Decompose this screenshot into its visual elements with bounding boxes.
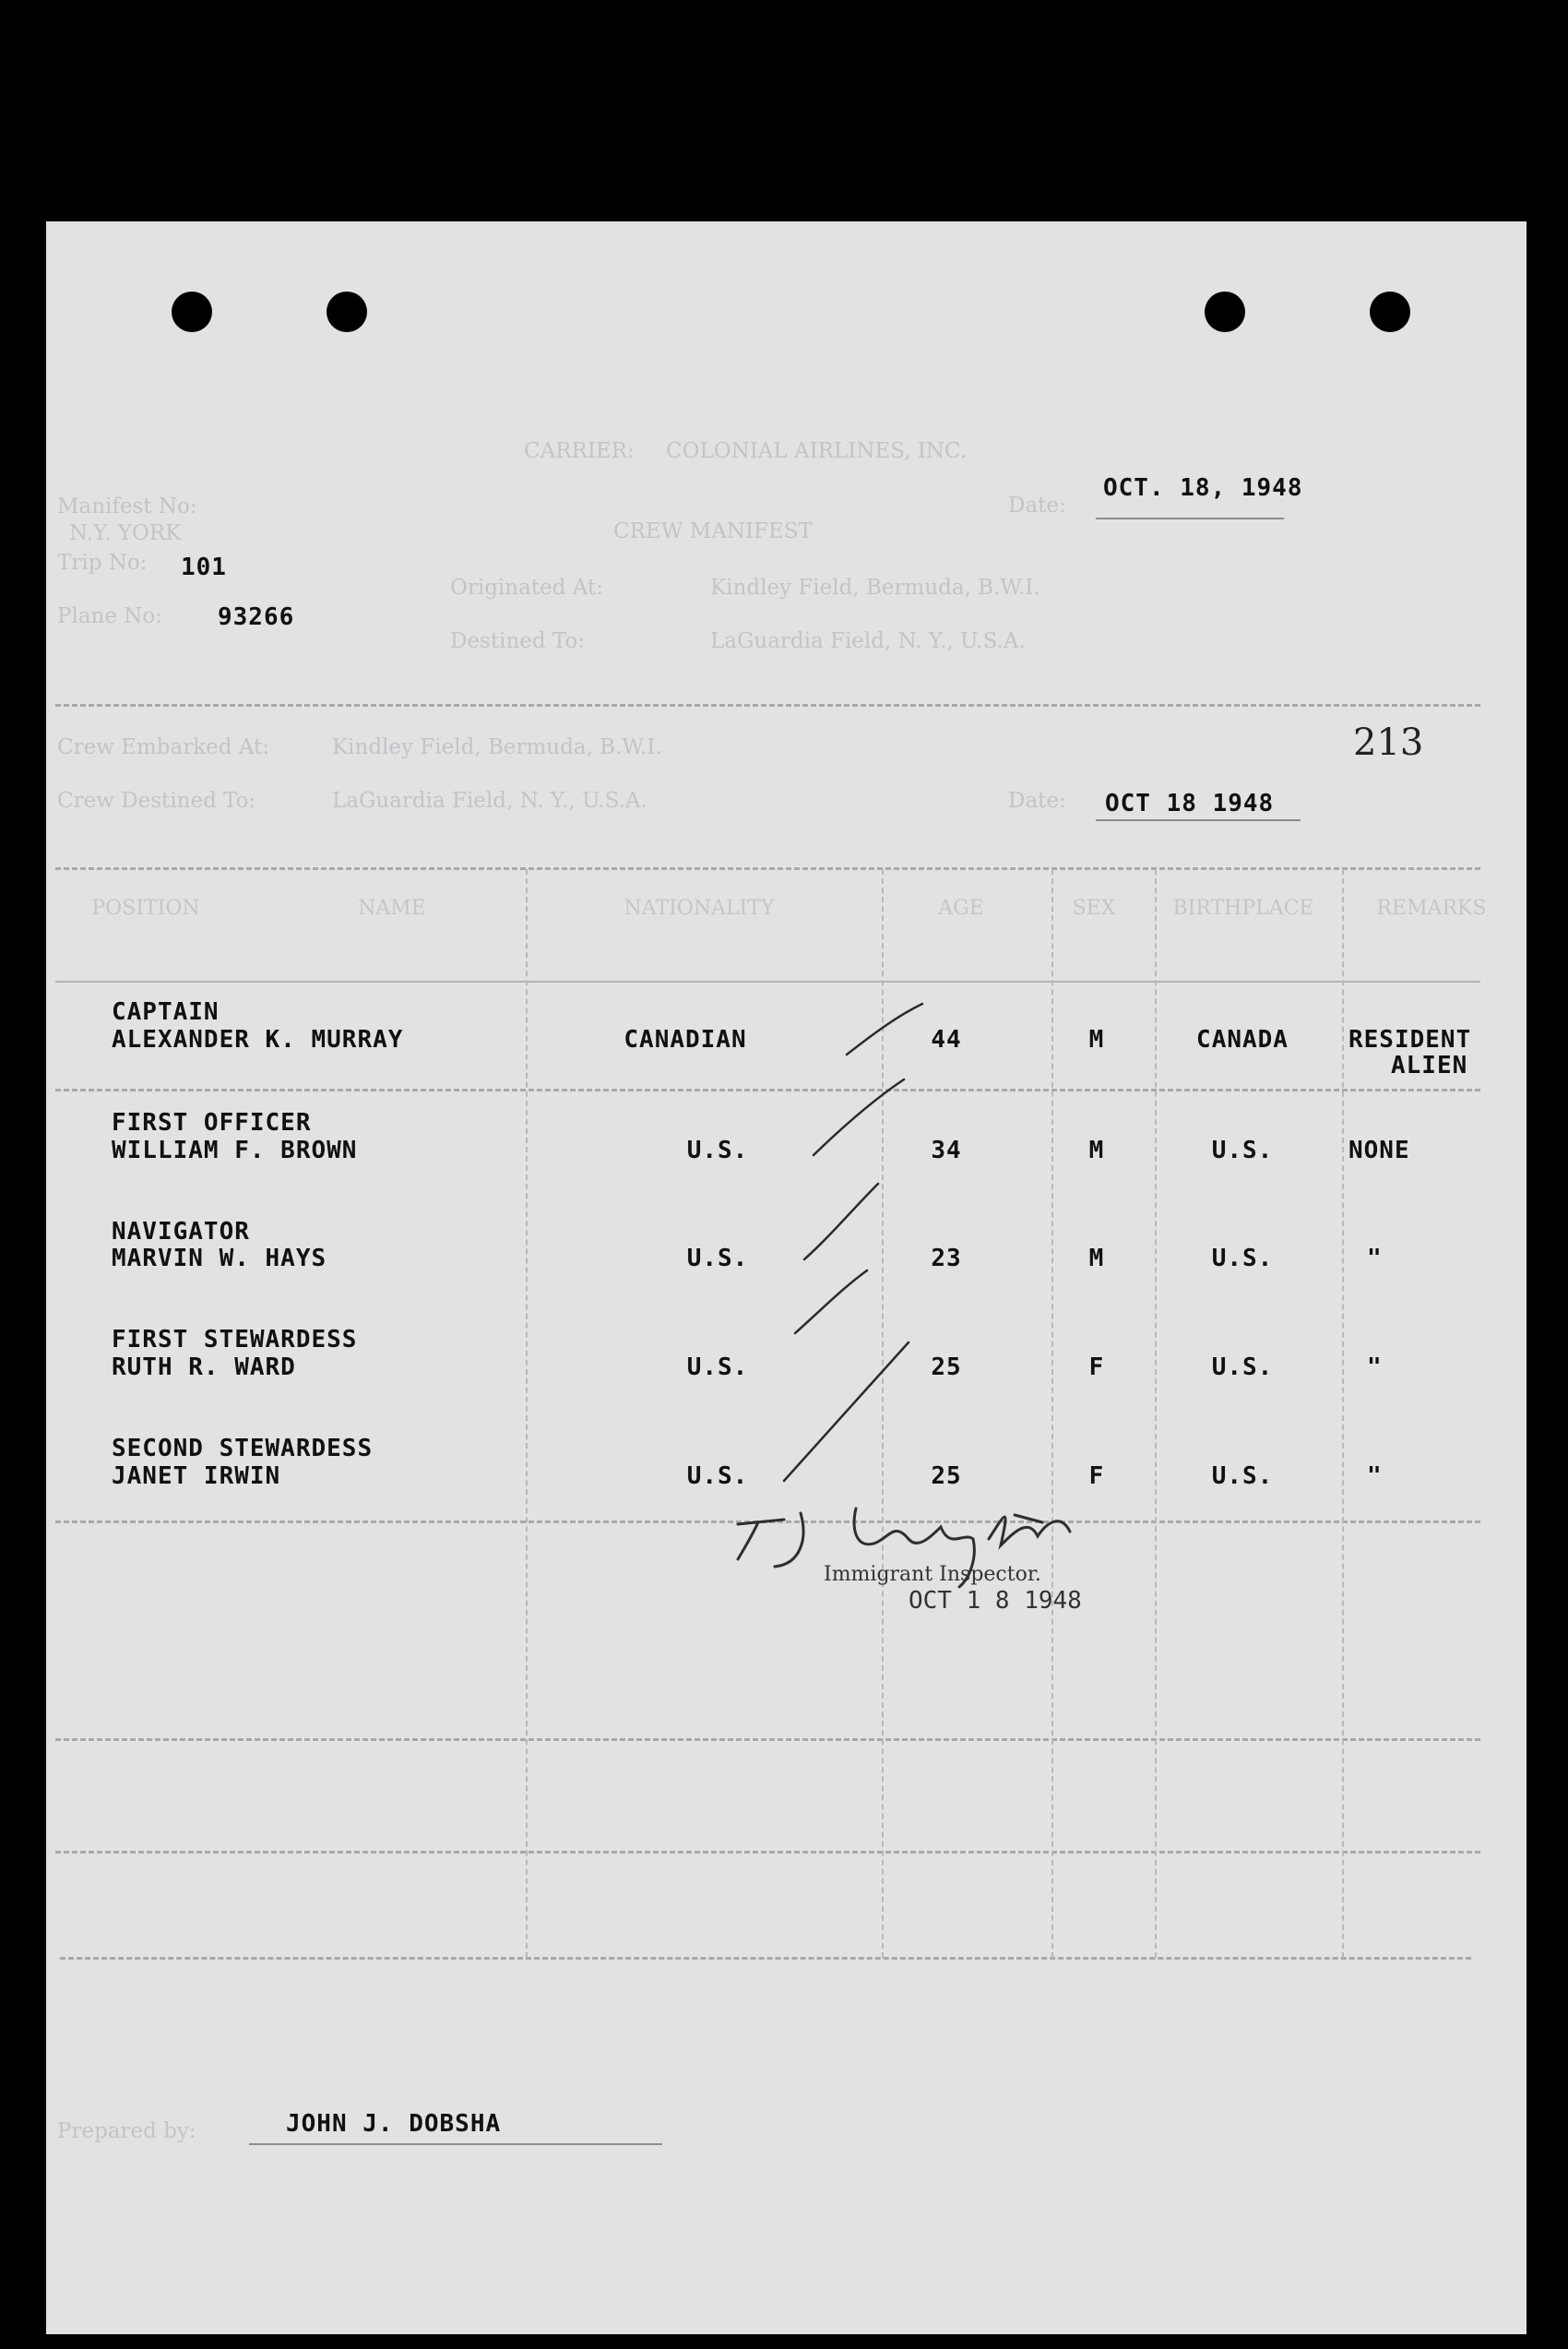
position-cell: FIRST STEWARDESS (112, 1326, 358, 1353)
position-cell: NAVIGATOR (112, 1218, 250, 1246)
remarks-cell: NONE (1348, 1137, 1410, 1164)
crew-date-label: Date: (1008, 789, 1066, 813)
destined-label: Destined To: (450, 629, 586, 653)
originated-value: Kindley Field, Bermuda, B.W.I. (710, 576, 1040, 600)
col-nationality: NATIONALITY (624, 897, 775, 920)
crew-date-value: OCT 18 1948 (1105, 790, 1275, 817)
age-cell: 25 (931, 1462, 962, 1490)
nationality-cell: U.S. (686, 1245, 749, 1272)
name-cell: RUTH R. WARD (112, 1353, 296, 1381)
plane-no-label: Plane No: (57, 604, 163, 628)
nationality-cell: U.S. (686, 1353, 749, 1381)
age-cell: 25 (931, 1353, 962, 1381)
name-cell: MARVIN W. HAYS (112, 1245, 327, 1272)
position-cell: CAPTAIN (112, 998, 220, 1026)
sex-cell: M (1088, 1245, 1105, 1272)
date-value: OCT. 18, 1948 (1103, 474, 1303, 502)
position-cell: SECOND STEWARDESS (112, 1435, 374, 1462)
originated-label: Originated At: (450, 576, 603, 600)
age-cell: 23 (931, 1245, 962, 1272)
remarks-cell-line2: ALIEN (1391, 1052, 1468, 1079)
name-cell: JANET IRWIN (112, 1462, 281, 1490)
date-label: Date: (1008, 494, 1066, 518)
name-cell: WILLIAM F. BROWN (112, 1137, 358, 1164)
birthplace-cell: CANADA (1196, 1026, 1289, 1054)
sex-cell: F (1088, 1353, 1105, 1381)
position-cell: FIRST OFFICER (112, 1109, 312, 1137)
inspection-stamp-date: OCT 1 8 1948 (909, 1587, 1082, 1615)
col-birthplace: BIRTHPLACE (1172, 897, 1314, 920)
trip-no-value: 101 (181, 554, 227, 581)
nationality-cell: U.S. (686, 1462, 749, 1490)
page-number: 213 (1353, 721, 1424, 764)
col-position: POSITION (91, 897, 200, 920)
name-cell: ALEXANDER K. MURRAY (112, 1026, 404, 1054)
crew-embarked-label: Crew Embarked At: (57, 735, 270, 759)
crew-embarked-value: Kindley Field, Bermuda, B.W.I. (332, 735, 662, 759)
destined-value: LaGuardia Field, N. Y., U.S.A. (710, 629, 1026, 653)
manifest-no-value: N.Y. YORK (69, 521, 182, 545)
remarks-cell: " (1367, 1353, 1383, 1381)
form-title: CREW MANIFEST (613, 519, 813, 543)
col-remarks: REMARKS (1376, 897, 1487, 920)
col-age: AGE (938, 897, 984, 920)
plane-no-value: 93266 (218, 603, 295, 631)
prepared-by-label: Prepared by: (57, 2119, 196, 2143)
birthplace-cell: U.S. (1211, 1245, 1274, 1272)
birthplace-cell: U.S. (1211, 1462, 1274, 1490)
inspector-title: Immigrant Inspector. (824, 1563, 1041, 1586)
birthplace-cell: U.S. (1211, 1137, 1274, 1164)
remarks-cell: RESIDENT (1348, 1026, 1472, 1054)
crew-destined-label: Crew Destined To: (57, 789, 256, 813)
remarks-cell: " (1367, 1462, 1383, 1490)
remarks-cell: " (1367, 1245, 1383, 1272)
sex-cell: M (1088, 1137, 1105, 1164)
col-sex: SEX (1072, 897, 1116, 920)
carrier-name: COLONIAL AIRLINES, INC. (666, 439, 968, 463)
crew-destined-value: LaGuardia Field, N. Y., U.S.A. (332, 789, 647, 813)
birthplace-cell: U.S. (1211, 1353, 1274, 1381)
nationality-cell: U.S. (686, 1137, 749, 1164)
sex-cell: F (1088, 1462, 1105, 1490)
trip-no-label: Trip No: (57, 551, 148, 575)
age-cell: 34 (931, 1137, 962, 1164)
manifest-no-label: Manifest No: (57, 495, 197, 519)
sex-cell: M (1088, 1026, 1105, 1054)
prepared-by-value: JOHN J. DOBSHA (286, 2110, 502, 2138)
nationality-cell: CANADIAN (624, 1026, 747, 1054)
age-cell: 44 (931, 1026, 962, 1054)
col-name: NAME (358, 897, 426, 920)
carrier-label: CARRIER: (524, 439, 635, 463)
